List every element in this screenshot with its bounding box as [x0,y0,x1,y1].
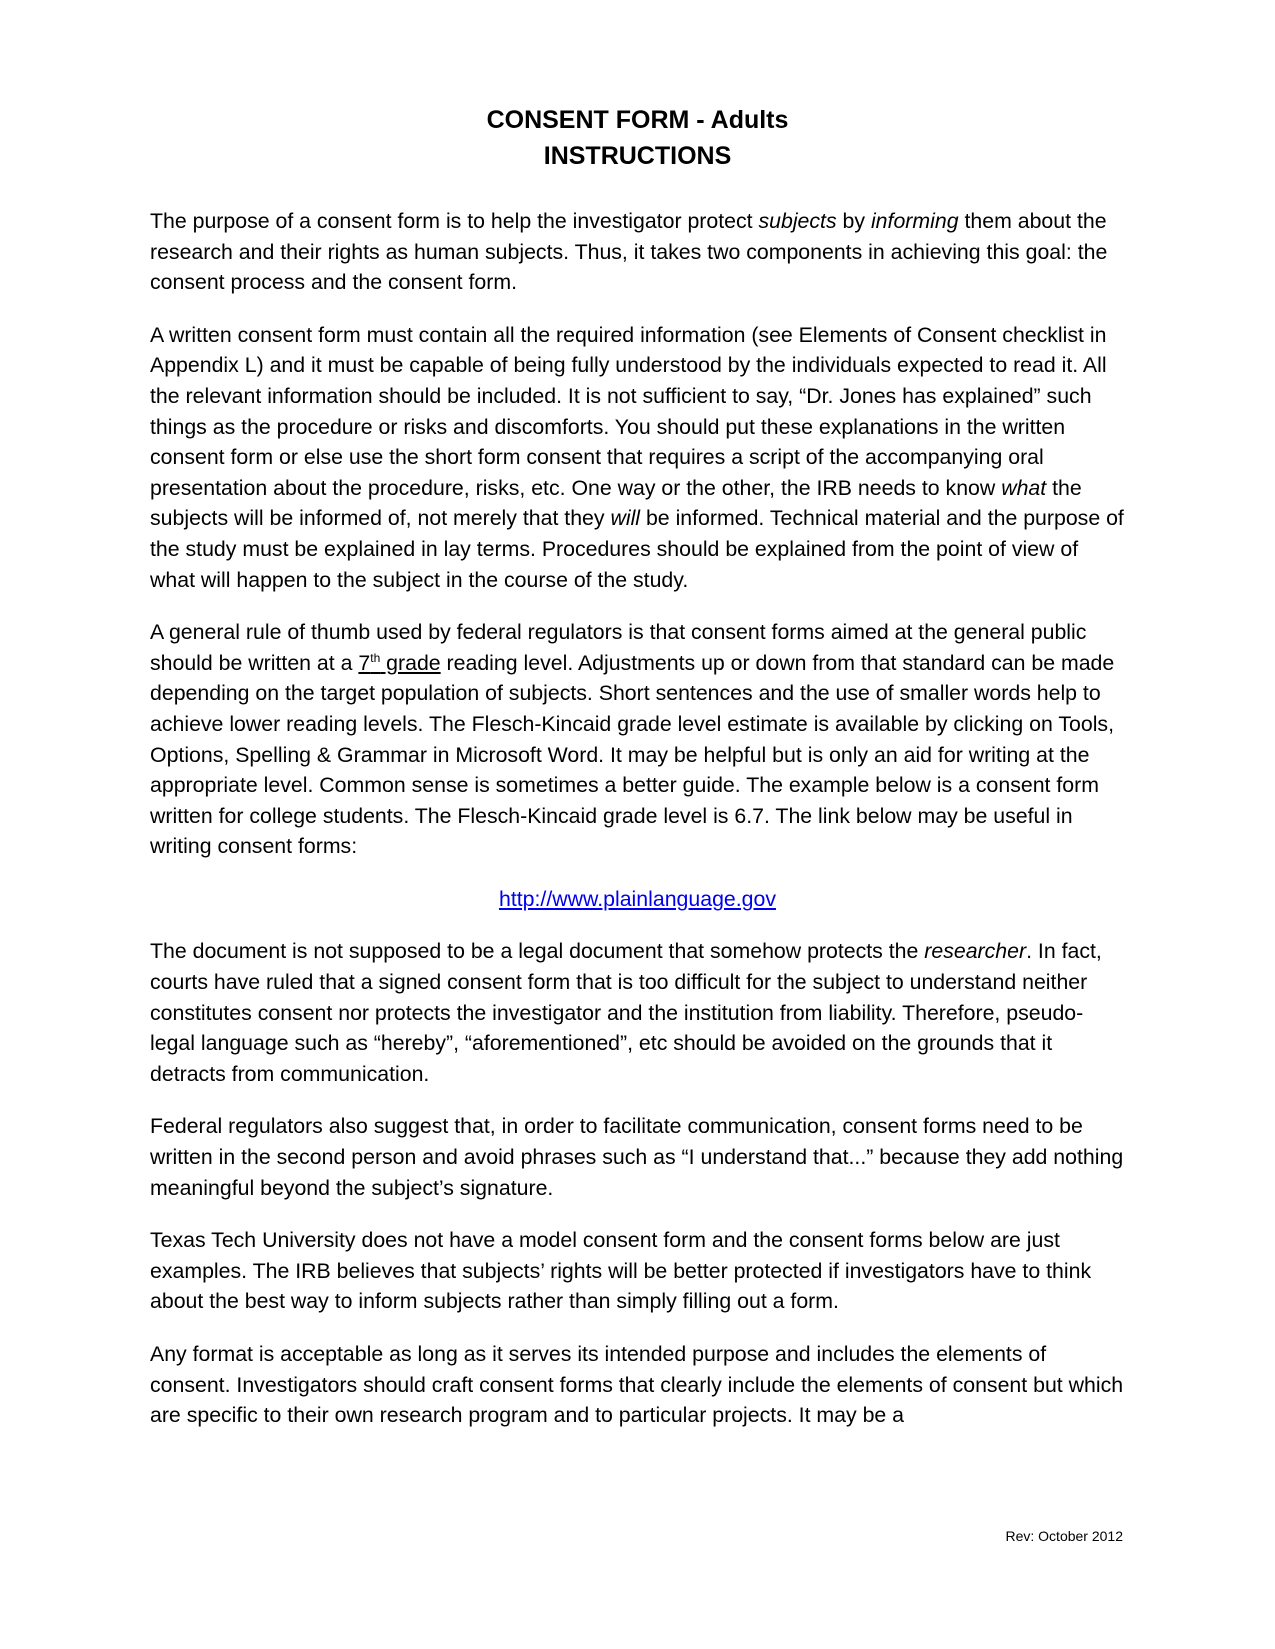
emphasis-informing: informing [870,209,959,233]
paragraph-written-consent [150,320,1125,595]
plainlanguage-link[interactable]: http://www.plainlanguage.gov [498,886,777,911]
document-body [150,206,1125,1453]
revision-footer: Rev: October 2012 [1005,1528,1123,1544]
emphasis-researcher: researcher [924,939,1027,964]
title-line-2: INSTRUCTIONS [543,142,732,170]
paragraph-format: Any format is acceptable as long as it serves its intended purpose and includes the elements of consent. Investigators should craft consent forms that clearly include the elements of consent but which are specific to their own research program and to particular projects. It may be a [150,1342,1124,1428]
text-run: . In fact, courts have ruled that a signed consent form that is too difficult for the subject to understand neither constitutes consent nor protects the investigator and the institution from liability. Therefore, pseudo-legal language such as “hereby”, “aforementioned”, etc should be avoided on the grounds that it detracts from communication. [150,939,1102,1086]
text-run: A general rule of thumb used by federal regulators is that consent forms aimed at the general public should be written at a [150,620,1087,675]
grade-word: grade [380,650,441,675]
paragraph-model-form: Texas Tech University does not have a model consent form and the consent forms below are just examples. The IRB believes that subjects’ rights will be better protected if investigators have to think about the best way to inform subjects rather than simply filling out a form. [150,1228,1092,1314]
document-title [0,102,1275,174]
grade-level-underlined [358,651,440,675]
text-run: the subjects will be informed of, not merely that they [150,475,1082,531]
text-run: by [836,209,871,233]
grade-number: 7 [358,650,371,675]
paragraph-legal-document [150,936,1125,1089]
text-run: The purpose of a consent form is to help the investigator protect [150,209,759,233]
title-line-1: CONSENT FORM - Adults [486,106,789,134]
text-run: them about the research and their rights as human subjects. Thus, it takes two components in achieving this goal: the consent process and the consent form. [150,209,1108,295]
paragraph-purpose [150,206,1125,298]
emphasis-what: what [1001,475,1047,500]
grade-superscript: th [370,650,381,665]
emphasis-subjects: subjects [758,209,837,233]
paragraph-second-person: Federal regulators also suggest that, in order to facilitate communication, consent forms need to be written in the second person and avoid phrases such as “I understand that...” because they add nothing meaningful beyond the subject’s signature. [150,1114,1124,1200]
text-run: The document is not supposed to be a legal document that somehow protects the [150,939,925,964]
paragraph-reading-level [150,617,1125,862]
emphasis-will: will [610,506,641,531]
link-line [150,884,1125,915]
text-run: A written consent form must contain all the required information (see Elements of Consent checklist in Appendix L) and it must be capable of being fully understood by the individuals expected to read it. All the relevant information should be included. It is not sufficient to say, “Dr. Jones has explained” such things as the procedure or risks and discomforts. You should put these explanations in the written consent form or else use the short form consent that requires a script of the accompanying oral presentation about the procedure, risks, etc. One way or the other, the IRB needs to know [150,322,1107,500]
text-run: be informed. Technical material and the purpose of the study must be explained in lay terms. Procedures should be explained from the point of view of what will happen to the subject in the course of the study. [150,506,1124,592]
text-run: reading level. Adjustments up or down from that standard can be made depending on the target population of subjects. Short sentences and the use of smaller words help to achieve lower reading levels. The Flesch-Kincaid grade level estimate is available by clicking on Tools, Options, Spelling & Grammar in Microsoft Word. It may be helpful but is only an aid for writing at the appropriate level. Common sense is sometimes a better guide. The example below is a consent form written for college students. The Flesch-Kincaid grade level is 6.7. The link below may be useful in writing consent forms: [150,650,1115,859]
